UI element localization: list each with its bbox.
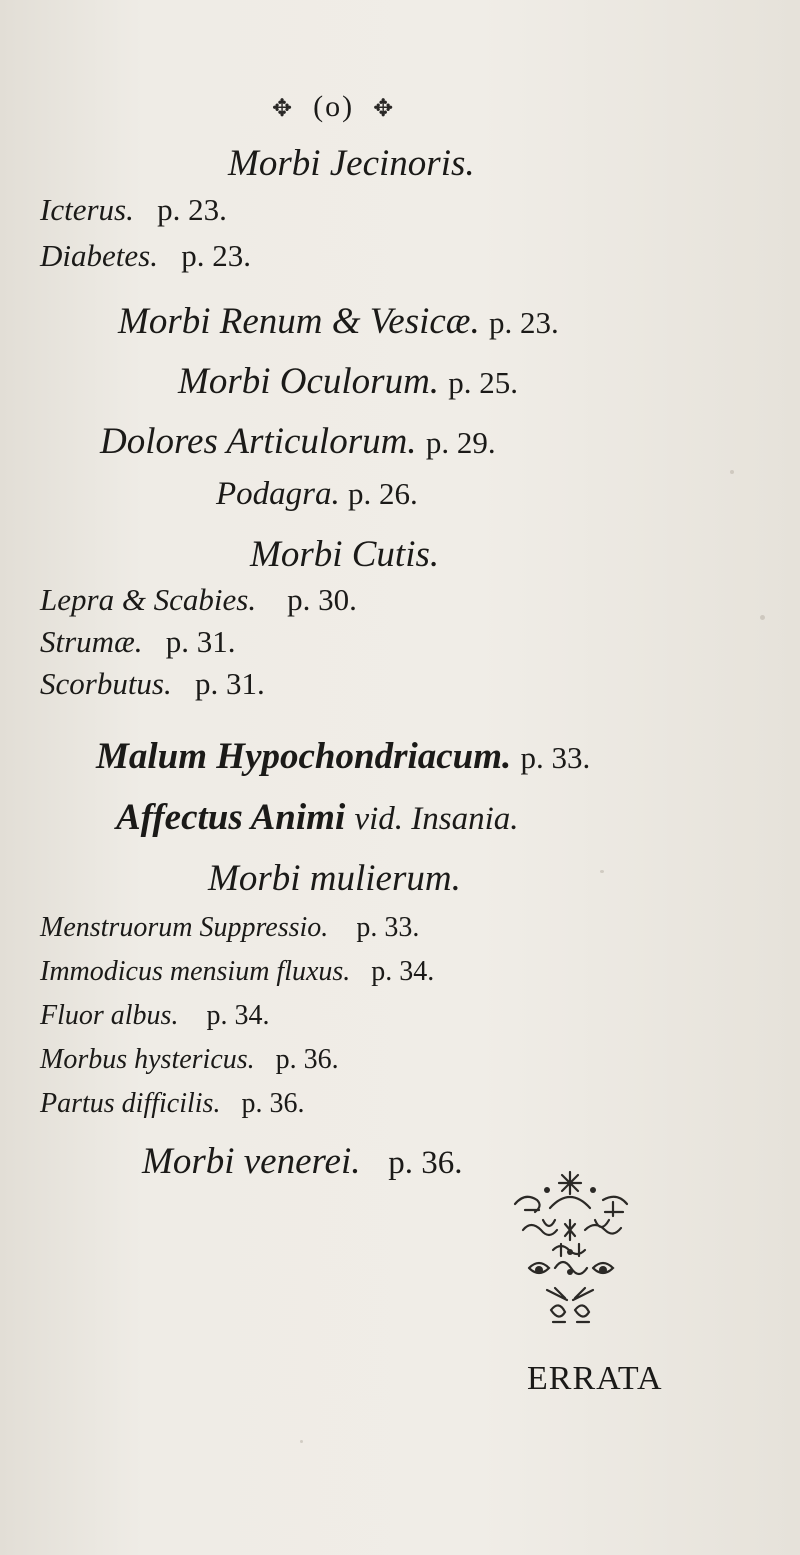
- item-name: Immodicus mensium fluxus.: [40, 956, 351, 987]
- section-title: Malum Hypochondriacum. p. 33.: [96, 736, 591, 777]
- list-item: [40, 956, 434, 988]
- item-ref: vid. Insania.: [354, 801, 519, 837]
- item-ref: p. 31.: [165, 624, 236, 659]
- list-item: [40, 666, 265, 702]
- item-name: Scorbutus.: [40, 666, 172, 701]
- section-title: Morbi venerei. p. 36.: [142, 1141, 463, 1182]
- section-title: Dolores Articulorum. p. 29.: [100, 421, 496, 462]
- list-item: [40, 192, 227, 228]
- section-title: Affectus Animi vid. Insania.: [116, 797, 519, 838]
- item-ref: p. 26.: [348, 476, 418, 511]
- item-ref: p. 33.: [356, 912, 420, 943]
- item-ref: p. 34.: [206, 1000, 270, 1031]
- item-ref: p. 33.: [520, 740, 591, 775]
- list-item: [40, 1044, 339, 1076]
- ornament-left-icon: ✥: [272, 96, 295, 122]
- item-name: Lepra & Scabies.: [40, 582, 257, 617]
- item-ref: p. 31.: [195, 666, 265, 701]
- item-ref: p. 25.: [448, 365, 519, 400]
- list-item: [40, 1000, 269, 1032]
- page-header: [272, 90, 395, 124]
- item-name: Menstruorum Suppressio.: [40, 912, 329, 943]
- paper-speck: [600, 870, 604, 873]
- section-title: Morbi mulierum.: [208, 858, 461, 899]
- item-name: Morbus hystericus.: [40, 1044, 255, 1075]
- list-item: [40, 582, 357, 618]
- item-ref: p. 36.: [241, 1088, 305, 1119]
- list-item: [40, 624, 236, 660]
- item-ref: p. 34.: [371, 956, 435, 987]
- item-ref: p. 23.: [181, 238, 251, 273]
- item-name: Icterus.: [40, 192, 134, 227]
- section-title: Morbi Cutis.: [250, 534, 440, 575]
- item-ref: p. 36.: [275, 1044, 339, 1075]
- list-item: [40, 912, 419, 944]
- catchword: ERRATA: [527, 1360, 663, 1397]
- item-ref: p. 23.: [157, 192, 227, 227]
- page-marker: (o): [313, 90, 355, 123]
- section-title: Morbi Renum & Vesicæ. p. 23.: [118, 301, 559, 342]
- item-name: Diabetes.: [40, 238, 158, 273]
- section-title: Podagra. p. 26.: [216, 476, 418, 512]
- paper-speck: [730, 470, 734, 474]
- item-name: Partus difficilis.: [40, 1088, 221, 1119]
- item-name: Fluor albus.: [40, 1000, 179, 1031]
- paper-speck: [760, 615, 765, 620]
- item-ref: p. 30.: [287, 582, 357, 617]
- ornament-right-icon: ✥: [373, 96, 396, 122]
- section-title: Morbi Jecinoris.: [228, 143, 475, 184]
- item-name: Strumæ.: [40, 624, 143, 659]
- item-ref: p. 36.: [388, 1145, 463, 1181]
- list-item: [40, 1088, 304, 1120]
- floral-vignette-icon: [495, 1160, 645, 1340]
- item-ref: p. 29.: [425, 425, 496, 460]
- section-title: Morbi Oculorum. p. 25.: [178, 361, 519, 402]
- paper-speck: [300, 1440, 303, 1443]
- list-item: [40, 238, 251, 274]
- item-ref: p. 23.: [488, 305, 559, 340]
